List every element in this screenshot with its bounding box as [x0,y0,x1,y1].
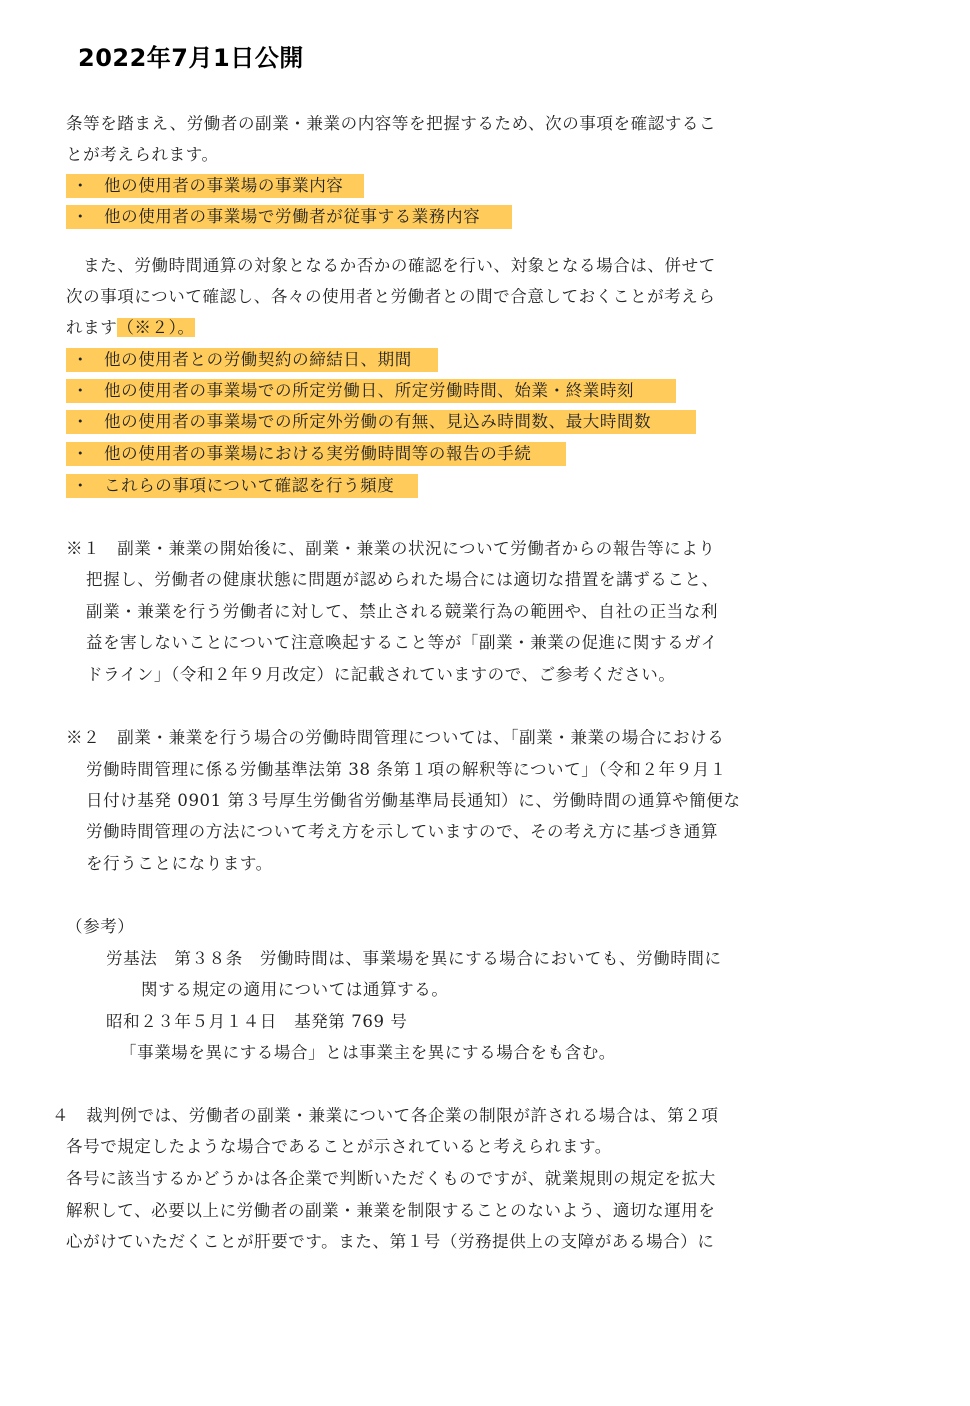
reference-line-2: 関する規定の適用については通算する。 [141,980,449,999]
note2-line-1: ※２ 副業・兼業を行う場合の労働時間管理については、「副業・兼業の場合における [66,728,725,747]
bullet-item [66,442,566,466]
note2-line-5: を行うことになります。 [86,854,273,873]
section4-line-2: 各号で規定したような場合であることが示されていると考えられます。 [66,1137,612,1156]
bullet-mark: ・ [72,207,90,226]
bullet-text: 他の使用者の事業場での所定外労働の有無、見込み時間数、最大時間数 [104,412,652,431]
intro-line-1: 条等を踏まえ、労働者の副業・兼業の内容等を把握するため、次の事項を確認するこ [66,114,717,133]
note1-line-1: ※１ 副業・兼業の開始後に、副業・兼業の状況について労働者からの報告等により [66,539,716,558]
reference-line-1: 労基法 第３８条 労働時間は、事業場を異にする場合においても、労働時間に [106,949,722,968]
reference-heading: （参考） [66,917,135,936]
bullet-item [66,474,418,498]
bullet-item [66,174,364,198]
note2-line-3: 日付け基発 0901 第３号厚生労働省労働基準局長通知）に、労働時間の通算や簡便な [86,791,741,810]
section4-line-3: 各号に該当するかどうかは各企業で判断いただくものですが、就業規則の規定を拡大 [66,1169,716,1188]
bullet-item [66,410,696,434]
note2-line-2: 労働時間管理に係る労働基準法第 38 条第１項の解釈等について」（令和２年９月１ [86,760,727,779]
intro-line-2: とが考えられます。 [66,145,219,164]
para2-line-2: 次の事項について確認し、各々の使用者と労働者との間で合意しておくことが考えら [66,287,716,306]
bullet-mark: ・ [72,444,90,463]
note1-line-3: 副業・兼業を行う労働者に対して、禁止される競業行為の範囲や、自社の正当な利 [86,602,719,621]
bullet-text: 他の使用者の事業場における実労働時間等の報告の手続 [104,444,532,463]
note1-line-5: ドライン」（令和２年９月改定）に記載されていますので、ご参考ください。 [86,665,676,684]
reference-line-3: 昭和２３年５月１４日 基発第 769 号 [106,1012,408,1031]
para2-line-3 [66,317,195,339]
bullet-mark: ・ [72,350,90,369]
bullet-item [66,348,438,372]
bullet-item [66,379,676,403]
bullet-text: 他の使用者の事業場での所定労働日、所定労働時間、始業・終業時刻 [104,381,635,400]
para2-line-3-text: れます [66,318,118,337]
section4-line-4: 解釈して、必要以上に労働者の副業・兼業を制限することのないよう、適切な運用を [66,1201,716,1220]
section4-line-5: 心がけていただくことが肝要です。また、第１号（労務提供上の支障がある場合）に [66,1232,715,1251]
para2-line-1: また、労働時間通算の対象となるか否かの確認を行い、対象となる場合は、併せて [66,256,716,275]
bullet-text: 他の使用者との労働契約の締結日、期間 [104,350,412,369]
reference-line-4: 「事業場を異にする場合」とは事業主を異にする場合をも含む。 [120,1043,616,1062]
published-date: 2022年7月1日公開 [78,44,304,72]
bullet-mark: ・ [72,381,90,400]
bullet-text: 他の使用者の事業場で労働者が従事する業務内容 [104,207,481,226]
bullet-mark: ・ [72,412,90,431]
bullet-item [66,205,512,229]
note2-line-4: 労働時間管理の方法について考え方を示していますので、その考え方に基づき通算 [86,822,719,841]
bullet-mark: ・ [72,476,90,495]
section4-line-1: ４ 裁判例では、労働者の副業・兼業について各企業の制限が許される場合は、第２項 [52,1106,719,1125]
bullet-mark: ・ [72,176,90,195]
note-ref-highlight: （※２）。 [117,318,195,337]
note1-line-2: 把握し、労働者の健康状態に問題が認められた場合には適切な措置を講ずること、 [86,570,719,589]
bullet-text: これらの事項について確認を行う頻度 [104,476,395,495]
bullet-text: 他の使用者の事業場の事業内容 [104,176,344,195]
note1-line-4: 益を害しないことについて注意喚起すること等が「副業・兼業の促進に関するガイ [86,633,718,652]
